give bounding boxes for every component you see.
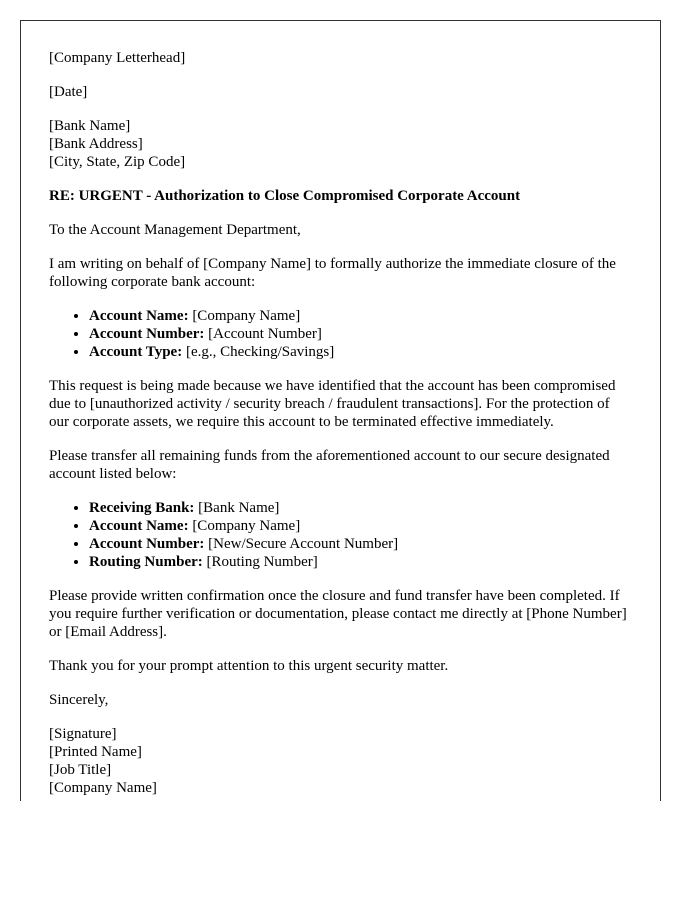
subject-text: RE: URGENT - Authorization to Close Compromised Corporate Account — [49, 188, 521, 204]
signature-block — [49, 725, 632, 797]
item-value: [e.g., Checking/Savings] — [182, 344, 335, 360]
printed-name: [Printed Name] — [49, 744, 142, 760]
item-value: [Company Name] — [188, 518, 301, 534]
item-value: [Routing Number] — [202, 554, 318, 570]
date: [Date] — [49, 84, 88, 100]
signature: [Signature] — [49, 726, 117, 742]
bank-name: [Bank Name] — [49, 118, 131, 134]
item-value: [Account Number] — [204, 326, 322, 342]
item-value: [Bank Name] — [194, 500, 280, 516]
list-item — [89, 307, 632, 325]
city-state-zip: [City, State, Zip Code] — [49, 154, 186, 170]
account-details-list — [49, 307, 632, 361]
list-item — [89, 325, 632, 343]
bank-address: [Bank Address] — [49, 136, 143, 152]
item-label: Routing Number: — [89, 554, 203, 570]
item-label: Account Number: — [89, 536, 205, 552]
recipient-address — [49, 117, 632, 171]
closing: Sincerely, — [49, 692, 109, 708]
item-label: Account Name: — [89, 518, 189, 534]
subject-line — [49, 187, 632, 205]
reason-paragraph: This request is being made because we have identified that the account has been compromised due to [unauthorized activity / security breach / fraudulent transactions]. For the protection of our corporate assets, we require this account to be terminated effective immediately. — [49, 378, 616, 430]
list-item — [89, 517, 632, 535]
item-value: [Company Name] — [188, 308, 301, 324]
transfer-intro-paragraph: Please transfer all remaining funds from the aforementioned account to our secure designated account listed below: — [49, 448, 610, 482]
letter-page — [20, 20, 661, 801]
list-item — [89, 553, 632, 571]
list-item — [89, 343, 632, 361]
job-title: [Job Title] — [49, 762, 112, 778]
item-value: [New/Secure Account Number] — [204, 536, 399, 552]
item-label: Account Name: — [89, 308, 189, 324]
item-label: Account Type: — [89, 344, 183, 360]
company-name: [Company Name] — [49, 780, 157, 796]
item-label: Receiving Bank: — [89, 500, 195, 516]
list-item — [89, 535, 632, 553]
list-item — [89, 499, 632, 517]
salutation: To the Account Management Department, — [49, 222, 301, 238]
transfer-details-list — [49, 499, 632, 571]
letterhead: [Company Letterhead] — [49, 50, 186, 66]
intro-paragraph: I am writing on behalf of [Company Name] to formally authorize the immediate closure of the following corporate bank account: — [49, 256, 616, 290]
thanks-paragraph: Thank you for your prompt attention to this urgent security matter. — [49, 658, 449, 674]
confirmation-paragraph: Please provide written confirmation once the closure and fund transfer have been completed. If you require further verification or documentation, please contact me directly at [Phone Number] or [Email Address]. — [49, 588, 627, 640]
item-label: Account Number: — [89, 326, 205, 342]
